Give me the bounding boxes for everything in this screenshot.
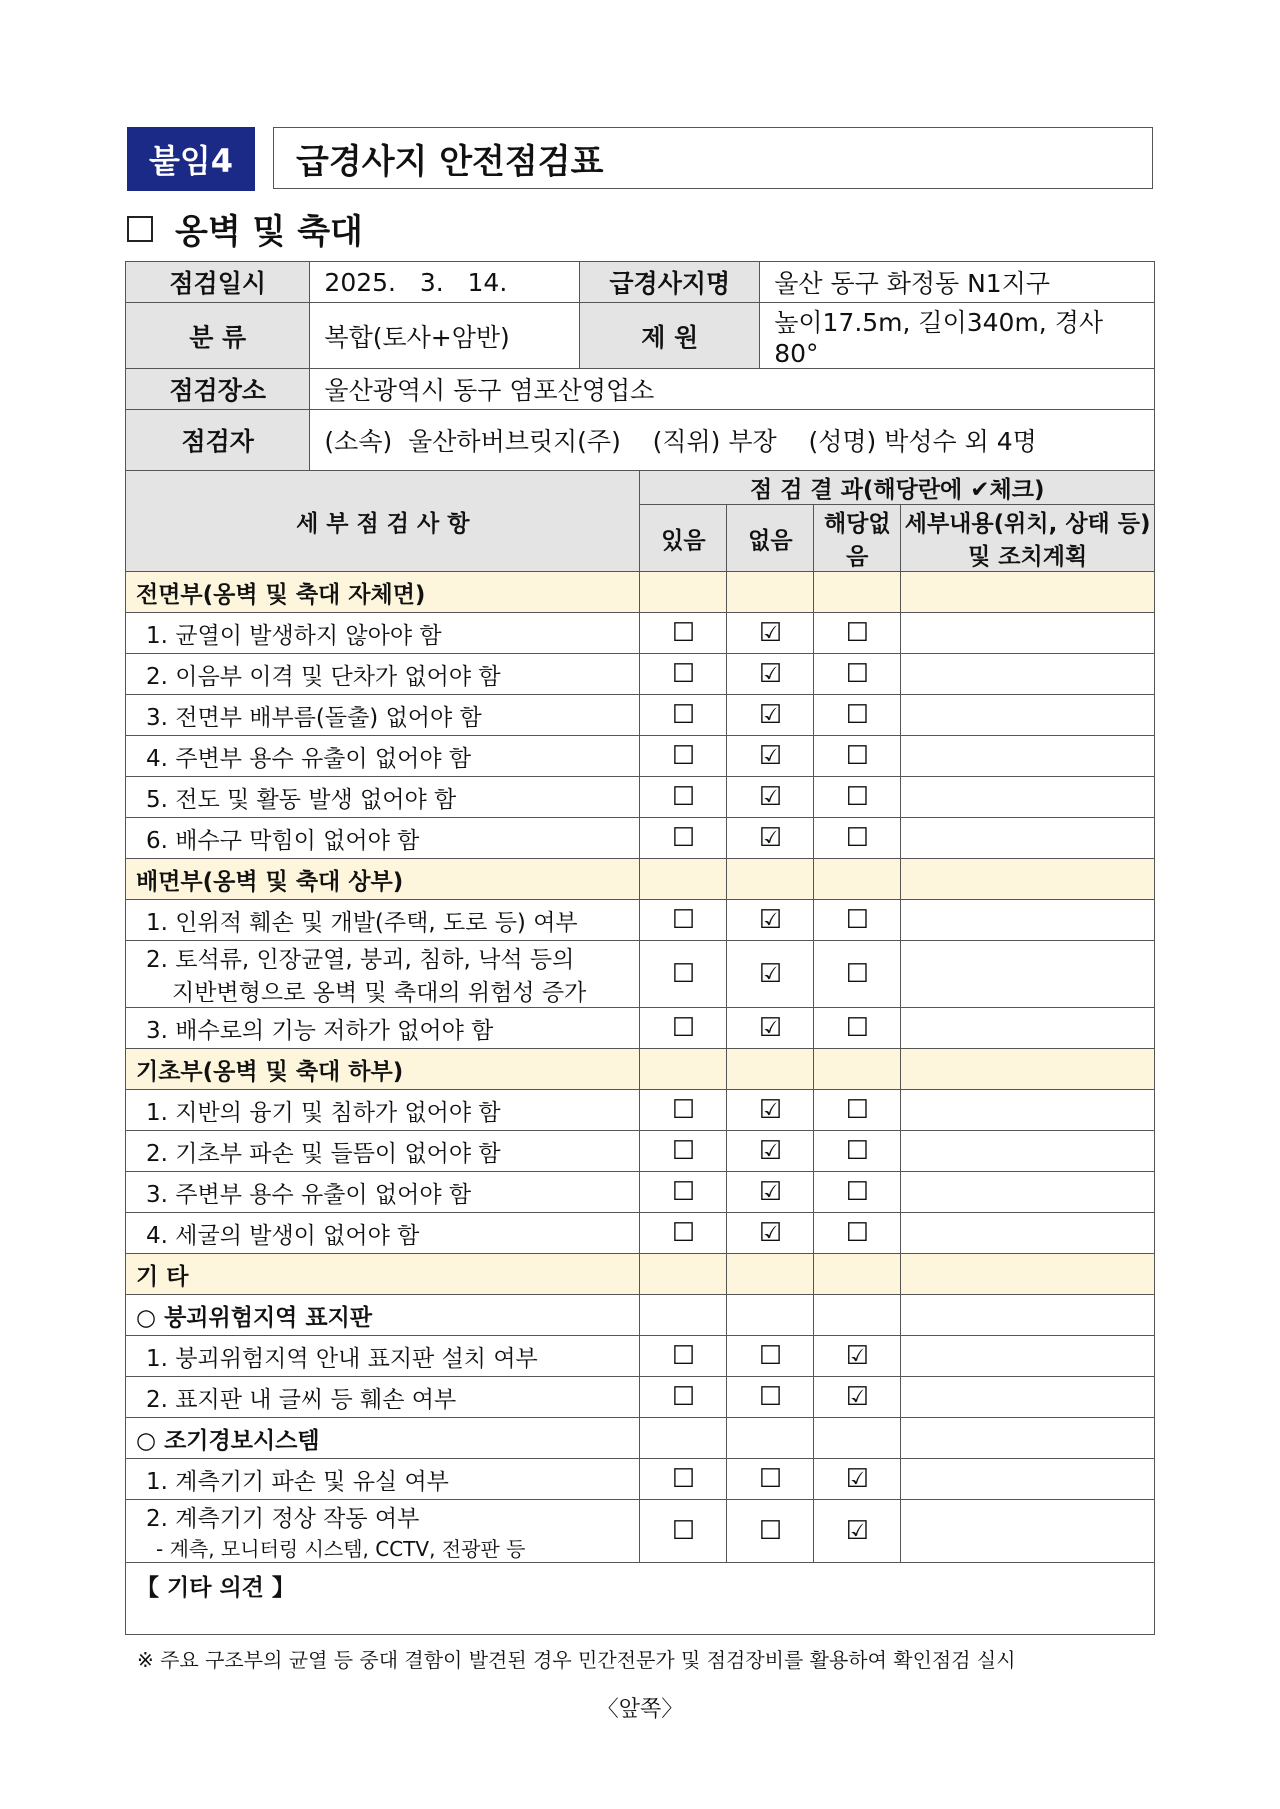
spec-value: 높이17.5m, 길이340m, 경사 80° [760, 303, 1155, 369]
checkbox-checked-icon[interactable]: ☑ [727, 695, 814, 736]
checkbox-icon[interactable]: ☐ [640, 941, 727, 1008]
table-row: 1. 지반의 융기 및 침하가 없어야 함 ☐ ☑ ☐ [126, 1090, 1155, 1131]
checkbox-icon[interactable]: ☐ [640, 1377, 727, 1418]
table-row: 2. 계측기기 정상 작동 여부 - 계측, 모니터링 시스템, CCTV, 전광판 등 ☐ ☐ ☑ [126, 1500, 1155, 1563]
checkbox-icon[interactable]: ☐ [814, 695, 901, 736]
col-result-header: 점 검 결 과(해당란에 ✔체크) [640, 471, 1155, 505]
checklist-table [125, 470, 1155, 1635]
section-title: 옹벽 및 축대 [175, 212, 363, 252]
checkbox-icon[interactable]: ☐ [814, 736, 901, 777]
checkbox-checked-icon[interactable]: ☑ [727, 941, 814, 1008]
category-back: 배면부(옹벽 및 축대 상부) [126, 859, 640, 900]
checkbox-icon[interactable]: ☐ [640, 900, 727, 941]
spec-label: 제 원 [580, 303, 760, 369]
table-row: 1. 인위적 훼손 및 개발(주택, 도로 등) 여부 ☐ ☑ ☐ [126, 900, 1155, 941]
checkbox-icon[interactable]: ☐ [814, 1172, 901, 1213]
col-yes-header: 있음 [640, 505, 727, 572]
checkbox-icon[interactable]: ☐ [814, 1008, 901, 1049]
footnote: ※ 주요 구조부의 균열 등 중대 결함이 발견된 경우 민간전문가 및 점검장비를 활용하여 확인점검 실시 [137, 1648, 1016, 1672]
date-value: 2025. 3. 14. [310, 262, 580, 303]
table-row: 4. 주변부 용수 유출이 없어야 함 ☐ ☑ ☐ [126, 736, 1155, 777]
checkbox-checked-icon[interactable]: ☑ [727, 1131, 814, 1172]
section-heading [127, 204, 363, 253]
checkbox-icon[interactable]: ☐ [640, 695, 727, 736]
table-row: 1. 계측기기 파손 및 유실 여부 ☐ ☐ ☑ [126, 1459, 1155, 1500]
checkbox-icon[interactable]: ☐ [814, 777, 901, 818]
checkbox-icon[interactable]: ☐ [640, 1131, 727, 1172]
inspector-label: 점검자 [126, 410, 310, 471]
checkbox-checked-icon[interactable]: ☑ [727, 736, 814, 777]
checkbox-icon[interactable]: ☐ [640, 654, 727, 695]
checkbox-icon[interactable]: ☐ [640, 1336, 727, 1377]
checkbox-icon[interactable]: ☐ [814, 1131, 901, 1172]
table-row: 2. 기초부 파손 및 들뜸이 없어야 함 ☐ ☑ ☐ [126, 1131, 1155, 1172]
table-row: 3. 주변부 용수 유출이 없어야 함 ☐ ☑ ☐ [126, 1172, 1155, 1213]
table-row: 6. 배수구 막힘이 없어야 함 ☐ ☑ ☐ [126, 818, 1155, 859]
checkbox-icon[interactable]: ☐ [640, 1213, 727, 1254]
col-item-header: 세 부 점 검 사 항 [126, 471, 640, 572]
checkbox-checked-icon[interactable]: ☑ [727, 613, 814, 654]
checkbox-icon[interactable]: ☐ [640, 1008, 727, 1049]
checkbox-icon[interactable]: ☐ [640, 777, 727, 818]
page-indicator: 〈앞쪽〉 [596, 1697, 684, 1722]
checkbox-icon[interactable]: ☐ [640, 1172, 727, 1213]
checkbox-icon[interactable]: ☐ [814, 1213, 901, 1254]
table-row: 3. 전면부 배부름(돌출) 없어야 함 ☐ ☑ ☐ [126, 695, 1155, 736]
checkbox-checked-icon[interactable]: ☑ [814, 1336, 901, 1377]
checkbox-checked-icon[interactable]: ☑ [814, 1459, 901, 1500]
checkbox-checked-icon[interactable]: ☑ [727, 654, 814, 695]
subsection-signboard: ○ 붕괴위험지역 표지판 [126, 1295, 640, 1336]
table-row: 2. 표지판 내 글씨 등 훼손 여부 ☐ ☐ ☑ [126, 1377, 1155, 1418]
category-base: 기초부(옹벽 및 축대 하부) [126, 1049, 640, 1090]
checkbox-icon[interactable]: ☐ [640, 1459, 727, 1500]
info-table [125, 261, 1155, 471]
checkbox-icon[interactable]: ☐ [814, 900, 901, 941]
document-title: 급경사지 안전점검표 [273, 127, 1153, 189]
date-label: 점검일시 [126, 262, 310, 303]
col-no-header: 없음 [727, 505, 814, 572]
table-row: 2. 이음부 이격 및 단차가 없어야 함 ☐ ☑ ☐ [126, 654, 1155, 695]
site-value: 울산 동구 화정동 N1지구 [760, 262, 1155, 303]
category-other: 기 타 [126, 1254, 640, 1295]
checkbox-checked-icon[interactable]: ☑ [814, 1500, 901, 1563]
table-row: 2. 토석류, 인장균열, 붕괴, 침하, 낙석 등의 지반변형으로 옹벽 및 축대의 위험성 증가 ☐ ☑ ☐ [126, 941, 1155, 1008]
checkbox-icon[interactable]: ☐ [640, 1090, 727, 1131]
col-detail-header: 세부내용(위치, 상태 등) 및 조치계획 [901, 505, 1155, 572]
checkbox-icon[interactable]: ☐ [640, 613, 727, 654]
other-opinion[interactable]: 【 기타 의견 】 [126, 1563, 1155, 1635]
checkbox-checked-icon[interactable]: ☑ [727, 1213, 814, 1254]
checkbox-checked-icon[interactable]: ☑ [814, 1377, 901, 1418]
checkbox-icon[interactable]: ☐ [727, 1336, 814, 1377]
table-row: 3. 배수로의 기능 저하가 없어야 함 ☐ ☑ ☐ [126, 1008, 1155, 1049]
checkbox-icon[interactable]: ☐ [814, 613, 901, 654]
checkbox-icon[interactable]: ☐ [640, 818, 727, 859]
checkbox-icon[interactable]: ☐ [727, 1377, 814, 1418]
checkbox-icon[interactable]: ☐ [640, 1500, 727, 1563]
checkbox-checked-icon[interactable]: ☑ [727, 1172, 814, 1213]
checkbox-icon[interactable]: ☐ [814, 1090, 901, 1131]
subsection-early-warning: ○ 조기경보시스템 [126, 1418, 640, 1459]
checkbox-checked-icon[interactable]: ☑ [727, 900, 814, 941]
header [127, 127, 1155, 191]
place-value: 울산광역시 동구 염포산영업소 [310, 369, 1155, 410]
inspector-value: (소속) 울산하버브릿지(주) (직위) 부장 (성명) 박성수 외 4명 [310, 410, 1155, 471]
place-label: 점검장소 [126, 369, 310, 410]
site-label: 급경사지명 [580, 262, 760, 303]
checkbox-checked-icon[interactable]: ☑ [727, 818, 814, 859]
checkbox-icon[interactable]: ☐ [640, 736, 727, 777]
checkbox-checked-icon[interactable]: ☑ [727, 1008, 814, 1049]
table-row: 5. 전도 및 활동 발생 없어야 함 ☐ ☑ ☐ [126, 777, 1155, 818]
class-label: 분 류 [126, 303, 310, 369]
table-row: 4. 세굴의 발생이 없어야 함 ☐ ☑ ☐ [126, 1213, 1155, 1254]
checkbox-icon[interactable]: ☐ [814, 941, 901, 1008]
attachment-badge: 붙임4 [127, 127, 255, 191]
category-front: 전면부(옹벽 및 축대 자체면) [126, 572, 640, 613]
class-value: 복합(토사+암반) [310, 303, 580, 369]
checkbox-icon[interactable]: ☐ [814, 818, 901, 859]
table-row: 1. 균열이 발생하지 않아야 함 ☐ ☑ ☐ [126, 613, 1155, 654]
checkbox-checked-icon[interactable]: ☑ [727, 1090, 814, 1131]
checkbox-icon[interactable]: ☐ [727, 1459, 814, 1500]
col-na-header: 해당없음 [814, 505, 901, 572]
table-row: 1. 붕괴위험지역 안내 표지판 설치 여부 ☐ ☐ ☑ [126, 1336, 1155, 1377]
checkbox-icon[interactable]: ☐ [727, 1500, 814, 1563]
checkbox-checked-icon[interactable]: ☑ [727, 777, 814, 818]
square-bullet-icon [127, 216, 153, 242]
checkbox-icon[interactable]: ☐ [814, 654, 901, 695]
